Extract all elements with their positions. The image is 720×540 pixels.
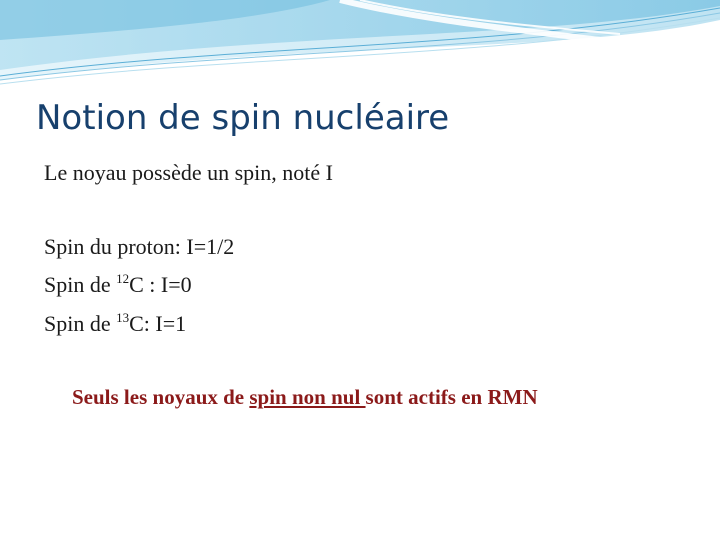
spin-item-c13 xyxy=(44,311,186,337)
spin-item-value: C : I=0 xyxy=(129,272,192,297)
mass-number: 12 xyxy=(116,270,130,286)
conclusion-after: sont actifs en RMN xyxy=(365,385,538,409)
spin-item-prefix: Spin de xyxy=(44,311,117,336)
conclusion-before: Seuls les noyaux de xyxy=(72,385,250,409)
conclusion-text xyxy=(72,385,538,410)
mass-number: 13 xyxy=(116,309,130,325)
slide-title: Notion de spin nucléaire xyxy=(36,98,450,138)
conclusion-underlined: spin non nul xyxy=(249,385,366,409)
spin-item-prefix: Spin de xyxy=(44,272,117,297)
spin-item-proton xyxy=(44,234,234,260)
spin-item-c12 xyxy=(44,272,192,298)
decorative-banner xyxy=(0,0,720,95)
spin-item-label: Spin du proton: I=1/2 xyxy=(44,234,235,259)
spin-item-value: C: I=1 xyxy=(129,311,187,336)
intro-text: Le noyau possède un spin, noté I xyxy=(44,160,333,185)
